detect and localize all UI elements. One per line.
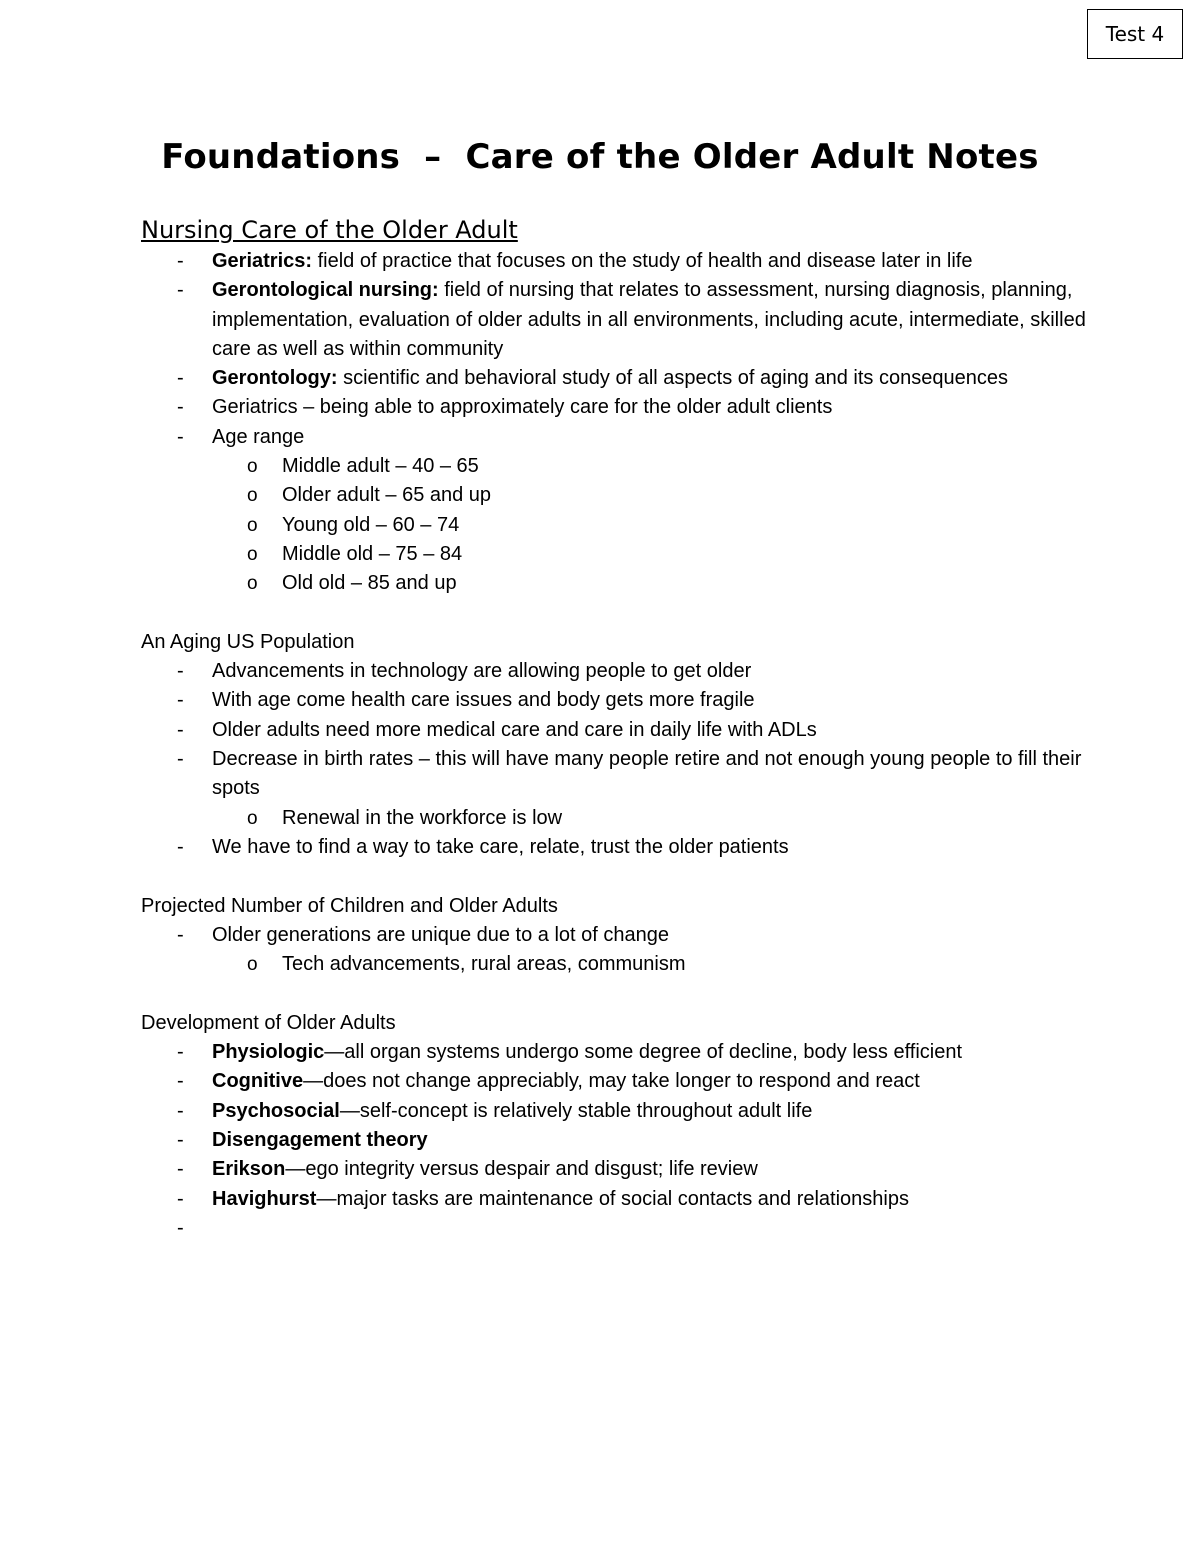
item-text: Geriatrics – being able to approximately care for the older adult clients [212, 396, 833, 419]
list-item [141, 921, 1101, 980]
dash-marker: - [177, 396, 184, 419]
sub-item-text: Young old – 60 – 74 [282, 513, 460, 536]
dash-marker: - [177, 660, 184, 683]
spacer [141, 599, 1101, 628]
sub-list-item [141, 569, 1101, 598]
item-text: —does not change appreciably, may take longer to respond and react [303, 1070, 920, 1093]
item-text: field of nursing that relates to assessment, nursing diagnosis, planning, implementation, evaluation of older adults in all environments, including acute, intermediate, skilled care as well as within community [212, 279, 1086, 360]
term: Psychosocial [212, 1099, 340, 1122]
item-text: Older adults need more medical care and care in daily life with ADLs [212, 718, 817, 741]
item-text: —self-concept is relatively stable throughout adult life [339, 1099, 813, 1122]
sub-list-item [141, 950, 1101, 979]
bullet-list [141, 657, 1101, 862]
item-text: —major tasks are maintenance of social contacts and relationships [316, 1187, 909, 1210]
sub-item-text: Renewal in the workforce is low [282, 806, 563, 829]
term: Geriatrics: [212, 250, 313, 272]
dash-marker: - [177, 367, 184, 390]
circle-marker: o [247, 485, 258, 507]
list-item [141, 657, 1101, 686]
sub-item-text: Tech advancements, rural areas, communism [282, 953, 686, 976]
sub-item-text: Middle adult – 40 – 65 [282, 455, 479, 478]
list-item [141, 716, 1101, 745]
dash-marker: - [177, 1216, 184, 1239]
section-heading: Development of Older Adults [141, 1011, 396, 1034]
list-item [141, 247, 1101, 276]
dash-marker: - [177, 425, 184, 448]
sub-list-item [141, 481, 1101, 510]
list-item [141, 1097, 1101, 1126]
sub-list [141, 452, 1101, 598]
dash-marker: - [177, 718, 184, 741]
list-item [141, 1155, 1101, 1184]
item-text: Age range [212, 425, 305, 448]
sub-list [141, 804, 1101, 833]
dash-marker: - [177, 1099, 184, 1122]
bullet-list [141, 1038, 1101, 1243]
sub-item-text: Middle old – 75 – 84 [282, 542, 463, 565]
item-text: Decrease in birth rates – this will have many people retire and not enough young people to fill their spots [212, 748, 1082, 800]
list-item [141, 686, 1101, 715]
circle-marker: o [247, 573, 258, 595]
test-label-box: Test 4 [1087, 9, 1183, 59]
circle-marker: o [247, 456, 258, 478]
list-item [141, 1214, 1101, 1243]
dash-marker: - [177, 1128, 184, 1151]
sub-list-item [141, 511, 1101, 540]
dash-marker: - [177, 279, 184, 302]
section-heading: Projected Number of Children and Older Adults [141, 894, 558, 917]
document-body [141, 213, 1101, 1243]
item-text: Older generations are unique due to a lot of change [212, 923, 669, 946]
dash-marker: - [177, 250, 184, 272]
item-text: field of practice that focuses on the study of health and disease later in life [312, 250, 973, 272]
list-item [141, 276, 1101, 364]
term: Disengagement theory [212, 1128, 428, 1151]
bullet-list [141, 247, 1101, 599]
sub-list-item [141, 804, 1101, 833]
spacer [141, 979, 1101, 1008]
sub-item-text: Older adult – 65 and up [282, 484, 492, 507]
dash-marker: - [177, 1187, 184, 1210]
spacer [141, 862, 1101, 891]
item-text: scientific and behavioral study of all aspects of aging and its consequences [337, 367, 1008, 390]
sub-list [141, 950, 1101, 979]
term: Physiologic [212, 1041, 325, 1064]
term: Gerontology: [212, 367, 338, 390]
item-text: With age come health care issues and body gets more fragile [212, 689, 755, 712]
term: Erikson [212, 1158, 286, 1181]
list-item [141, 364, 1101, 393]
circle-marker: o [247, 514, 258, 536]
list-item [141, 393, 1101, 422]
list-item [141, 1038, 1101, 1067]
list-item [141, 1185, 1101, 1214]
item-text: —ego integrity versus despair and disgust; life review [285, 1158, 758, 1181]
list-item [141, 423, 1101, 599]
section-heading: An Aging US Population [141, 630, 355, 653]
sub-list-item [141, 540, 1101, 569]
list-item [141, 745, 1101, 833]
dash-marker: - [177, 923, 184, 946]
sub-list-item [141, 452, 1101, 481]
circle-marker: o [247, 954, 258, 976]
document-title: Foundations – Care of the Older Adult Notes [161, 137, 1039, 177]
bullet-list [141, 921, 1101, 980]
list-item [141, 1067, 1101, 1096]
dash-marker: - [177, 1041, 184, 1064]
item-text: Advancements in technology are allowing people to get older [212, 660, 752, 683]
sub-item-text: Old old – 85 and up [282, 572, 457, 595]
dash-marker: - [177, 689, 184, 712]
term: Cognitive [212, 1070, 304, 1093]
term: Havighurst [212, 1187, 317, 1210]
item-text: We have to find a way to take care, relate, trust the older patients [212, 835, 789, 858]
list-item [141, 1126, 1101, 1155]
circle-marker: o [247, 807, 258, 829]
term: Gerontological nursing: [212, 279, 439, 302]
dash-marker: - [177, 1070, 184, 1093]
circle-marker: o [247, 543, 258, 565]
list-item [141, 833, 1101, 862]
dash-marker: - [177, 748, 184, 771]
section-heading: Nursing Care of the Older Adult [141, 216, 518, 244]
dash-marker: - [177, 1158, 184, 1181]
item-text: —all organ systems undergo some degree of decline, body less efficient [324, 1041, 963, 1064]
dash-marker: - [177, 835, 184, 858]
